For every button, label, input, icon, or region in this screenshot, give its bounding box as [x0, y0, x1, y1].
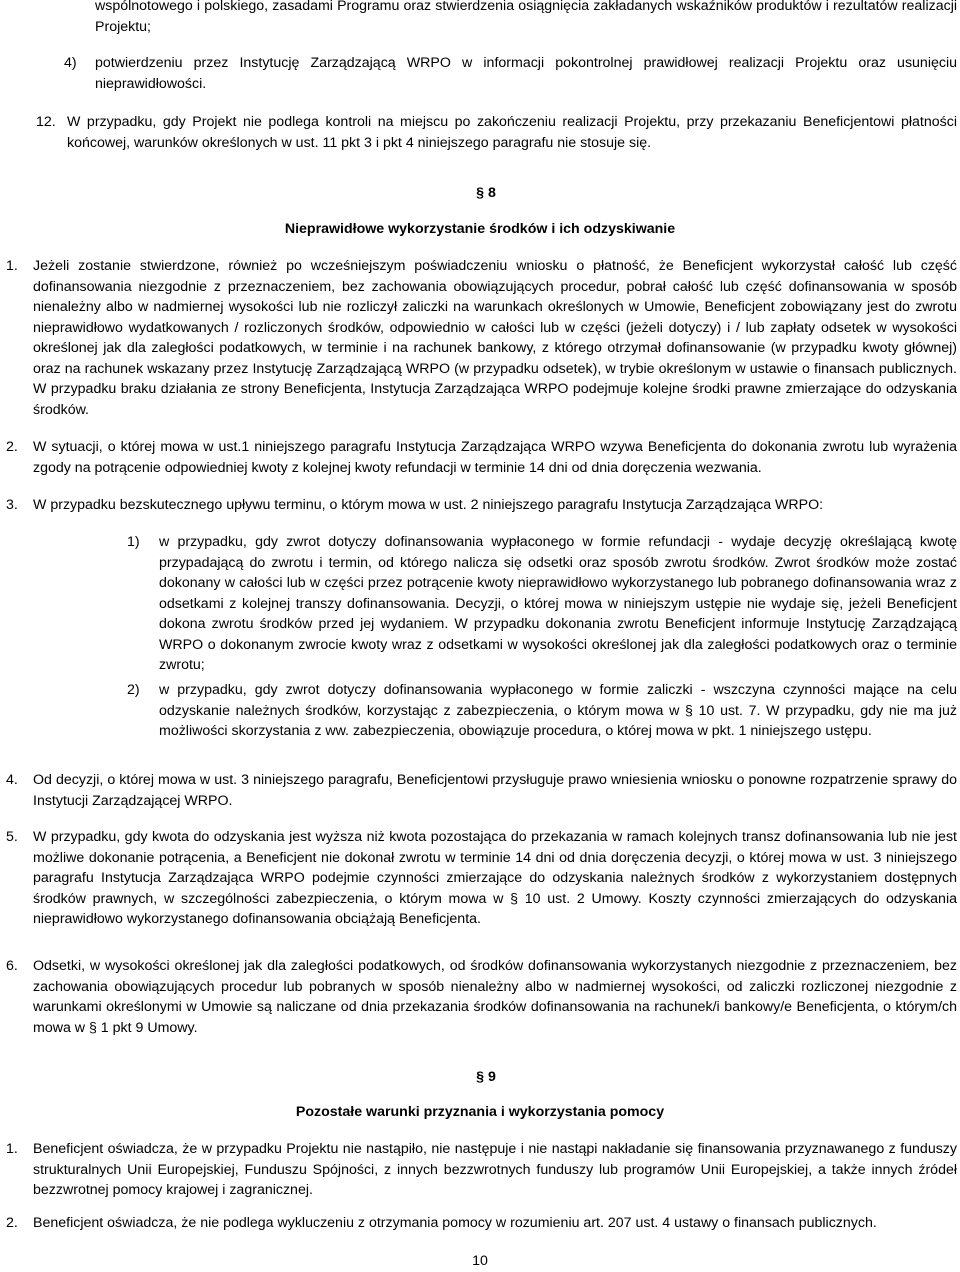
- section-8-paragraph-2: W sytuacji, o której mowa w ust.1 niniejszego paragrafu Instytucja Zarządzająca WRPO wzywa Beneficjenta do dokonania zwrotu lub wyrażenia zgody na potrącenie odpowiedniej kwoty z kolejnej kwoty refundacji w terminie 14 dni od dnia doręczenia wezwania.: [33, 439, 957, 476]
- page-number: 10: [472, 1253, 488, 1269]
- paragraph-number: 1.: [6, 258, 18, 274]
- section-9-title: Pozostałe warunki przyznania i wykorzystania pomocy: [295, 1104, 665, 1120]
- section-8-number: § 8: [476, 185, 496, 201]
- section-8-paragraph-5: W przypadku, gdy kwota do odzyskania jest wyższa niż kwota pozostająca do przekazania w ramach kolejnych transz dofinansowania lub nie jest możliwe dokonanie potrącenia, a Beneficjent nie dokonał zwrotu w terminie 14 dni od dnia doręczenia decyzji, o której mowa w ust. 3 niniejszego paragrafu Instytucja Zarządzająca WRPO podejmie czynności zmierzające do odzyskania należnych środków z wykorzystaniem dostępnych środków prawnych, w szczególności zabezpieczenia, o którym mowa w § 10 ust. 2 Umowy. Koszty czynności zmierzających do odzyskania nieprawidłowo wykorzystanego dofinansowania obciążają Beneficjenta.: [33, 829, 957, 927]
- paragraph-number: 4.: [6, 772, 18, 788]
- section-8-paragraph-6: Odsetki, w wysokości określonej jak dla zaległości podatkowych, od środków dofinansowania wykorzystanych niezgodnie z przeznaczeniem, bez zachowania obowiązujących procedur lub pobranych w sposób nienależny albo w nadmiernej wysokości, od zaliczki rozliczonej niezgodnie z warunkami określonymi w Umowie są naliczane od dnia przekazania środków dofinansowania na rachunek/i bankowy/e Beneficjenta, o którym/ch mowa w § 1 pkt 9 Umowy.: [33, 958, 957, 1036]
- item-4-text: potwierdzeniu przez Instytucję Zarządzającą WRPO w informacji pokontrolnej prawidłowej realizacji Projektu oraz usunięciu nieprawidłowości.: [95, 55, 957, 92]
- section-8-subpoint-2: w przypadku, gdy zwrot dotyczy dofinansowania wypłaconego w formie zaliczki - wszczyna czynności mające na celu odzyskanie należnych środków, korzystając z zabezpieczenia, o którym mowa w § 10 ust. 7. W przypadku, gdy nie ma już możliwości skorzystania z ww. zabezpieczenia, obowiązuje procedura, o której mowa w pkt. 1 niniejszego ustępu.: [159, 682, 957, 739]
- point-12-text: W przypadku, gdy Projekt nie podlega kontroli na miejscu po zakończeniu realizacji Projektu, przy przekazaniu Beneficjentowi płatności końcowej, warunków określonych w ust. 11 pkt 3 i pkt 4 niniejszego paragrafu nie stosuje się.: [67, 114, 957, 151]
- subpoint-number: 1): [127, 534, 140, 550]
- section-9-paragraph-1: Beneficjent oświadcza, że w przypadku Projektu nie nastąpiło, nie następuje i nie nastąpi nakładanie się finansowania przyznawanego z funduszy strukturalnych Unii Europejskiej, Funduszu Spójności, z innych bezzwrotnych funduszy lub programów Unii Europejskiej, a także innych źródeł bezzwrotnej pomocy krajowej i zagranicznej.: [33, 1141, 957, 1198]
- paragraph-number: 1.: [6, 1141, 18, 1157]
- section-9-number: § 9: [476, 1069, 496, 1085]
- point-number: 12.: [36, 114, 56, 130]
- section-8-paragraph-4: Od decyzji, o której mowa w ust. 3 niniejszego paragrafu, Beneficjentowi przysługuje prawo wniesienia wniosku o ponowne rozpatrzenie sprawy do Instytucji Zarządzającej WRPO.: [33, 772, 957, 809]
- paragraph-number: 6.: [6, 958, 18, 974]
- section-9-paragraph-2: Beneficjent oświadcza, że nie podlega wykluczeniu z otrzymania pomocy w rozumieniu art. 207 ust. 4 ustawy o finansach publicznych.: [33, 1215, 877, 1231]
- paragraph-number: 3.: [6, 497, 18, 513]
- subpoint-number: 2): [127, 682, 140, 698]
- section-8-paragraph-3: W przypadku bezskutecznego upływu terminu, o którym mowa w ust. 2 niniejszego paragrafu Instytucja Zarządzająca WRPO:: [33, 497, 824, 513]
- section-8-subpoint-1: w przypadku, gdy zwrot dotyczy dofinansowania wypłaconego w formie refundacji - wydaje decyzję określającą kwotę przypadającą do zwrotu i termin, od którego nalicza się odsetki oraz sposób zwrotu środków. Zwrot środków może zostać dokonany w całości lub w części przez potrącenie kwoty nieprawidłowo wykorzystanego lub pobranego dofinansowania wraz z odsetkami z kolejnej transzy dofinansowania. Decyzji, o której mowa w niniejszym ustępie nie wydaje się, jeżeli Beneficjent dokona zwrotu środków przed jej wydaniem. W przypadku dokonania zwrotu Beneficjent informuje Instytucję Zarządzającą WRPO o dokonanym zwrocie kwoty wraz z odsetkami w wysokości określonej jak dla zaległości podatkowych oraz o terminie zwrotu;: [159, 534, 957, 673]
- paragraph-number: 5.: [6, 829, 18, 845]
- section-8-paragraph-1: Jeżeli zostanie stwierdzone, również po wcześniejszym poświadczeniu wniosku o płatność, że Beneficjent wykorzystał całość lub część dofinansowania niezgodnie z przeznaczeniem, bez zachowania obowiązujących procedur, pobrał całość lub część dofinansowania w sposób nienależny albo w nadmiernej wysokości lub nie rozliczył zaliczki na warunkach określonych w Umowie, Beneficjent zobowiązany jest do zwrotu nieprawidłowo wydatkowanych / rozliczonych środków, odpowiednio w całości lub w części (jeżeli dotyczy) i / lub zapłaty odsetek w wysokości określonej jak dla zaległości podatkowych, w terminie i na rachunek bankowy, z którego otrzymał dofinansowanie (w przypadku kwoty głównej) oraz na rachunek wskazany przez Instytucję Zarządzającą WRPO (w przypadku odsetek), w trybie określonym w ustawie o finansach publicznych. W przypadku braku działania ze strony Beneficjenta, Instytucja Zarządzająca WRPO podejmuje kolejne środki prawne zmierzające do odzyskania środków.: [33, 258, 957, 418]
- paragraph-number: 2.: [6, 1215, 18, 1231]
- continuation-paragraph: wspólnotowego i polskiego, zasadami Programu oraz stwierdzenia osiągnięcia zakładanych wskaźników produktów i rezultatów realizacji Projektu;: [95, 0, 957, 35]
- section-8-title: Nieprawidłowe wykorzystanie środków i ich odzyskiwanie: [284, 221, 676, 237]
- item-number: 4): [64, 55, 77, 71]
- paragraph-number: 2.: [6, 439, 18, 455]
